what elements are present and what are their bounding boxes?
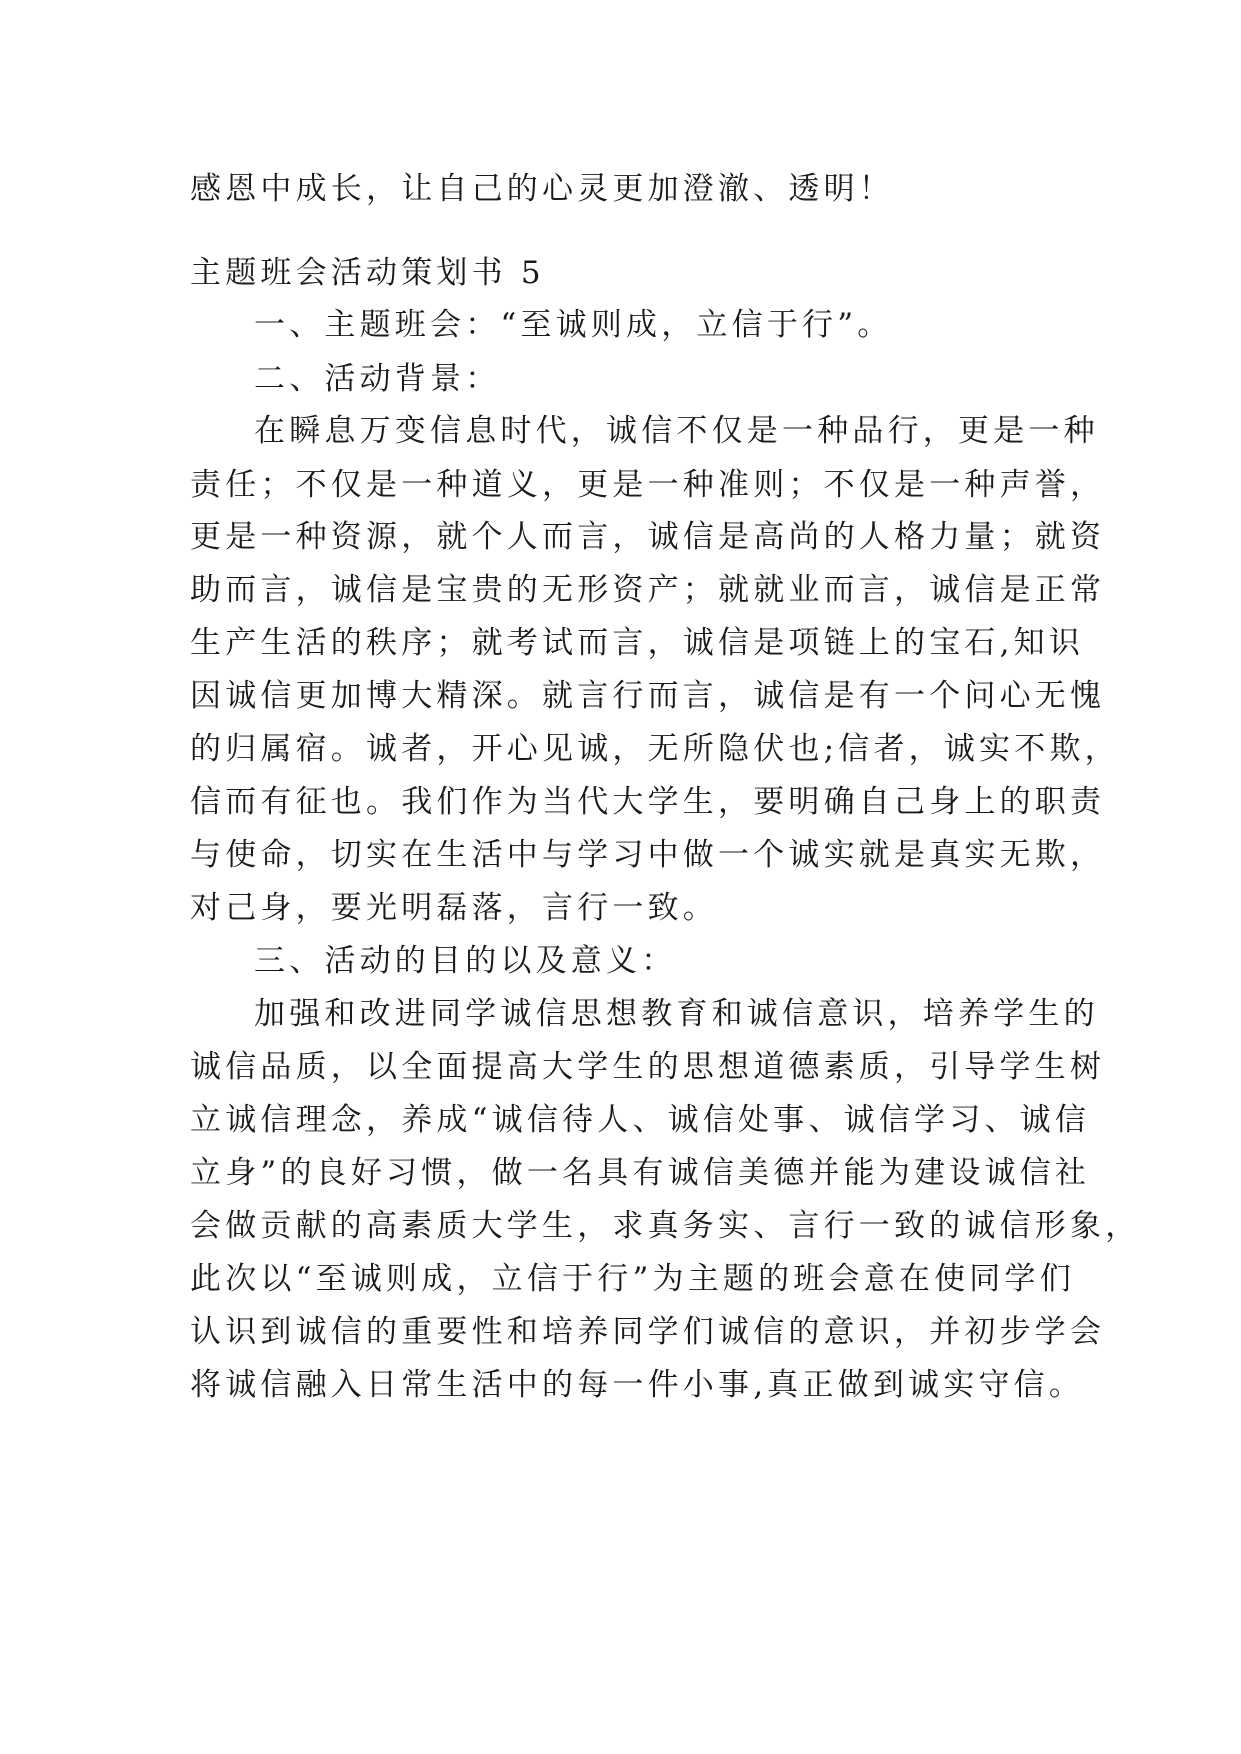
background-paragraph-line: 与使命，切实在生活中与学习中做一个诚实就是真实无欺， [190,837,1106,873]
purpose-paragraph-line: 立诚信理念，养成“诚信待人、诚信处事、诚信学习、诚信 [190,1102,1091,1138]
background-paragraph-line: 更是一种资源，就个人而言，诚信是高尚的人格力量；就资 [190,519,1106,555]
purpose-paragraph-line: 加强和改进同学诚信思想教育和诚信意识，培养学生的 [254,996,1099,1032]
background-paragraph-line: 因诚信更加博大精深。就言行而言，诚信是有一个问心无愧 [190,678,1106,714]
heading-purpose: 三、活动的目的以及意义： [254,943,677,979]
purpose-paragraph-line: 立身”的良好习惯，做一名具有诚信美德并能为建设诚信社 [190,1155,1091,1191]
section-title: 主题班会活动策划书 5 [190,255,545,291]
purpose-paragraph-line: 认识到诚信的重要性和培养同学们诚信的意识，并初步学会 [190,1314,1106,1350]
heading-background: 二、活动背景： [254,361,501,397]
background-paragraph-line: 在瞬息万变信息时代，诚信不仅是一种品行，更是一种 [254,413,1099,449]
purpose-paragraph-line: 此次以“至诚则成，立信于行”为主题的班会意在使同学们 [190,1261,1075,1297]
background-paragraph-line: 责任；不仅是一种道义，更是一种准则；不仅是一种声誉， [190,467,1106,503]
heading-theme: 一、主题班会：“至诚则成，立信于行”。 [254,307,893,343]
background-paragraph-line: 助而言，诚信是宝贵的无形资产；就就业而言，诚信是正常 [190,572,1106,608]
purpose-paragraph-line: 会做贡献的高素质大学生，求真务实、言行一致的诚信形象， [190,1208,1141,1244]
background-paragraph-line: 信而有征也。我们作为当代大学生，要明确自己身上的职责 [190,784,1106,820]
background-paragraph-line: 对己身，要光明磊落，言行一致。 [190,890,718,926]
purpose-paragraph-line: 将诚信融入日常生活中的每一件小事,真正做到诚实守信。 [190,1367,1085,1403]
background-paragraph-line: 生产生活的秩序；就考试而言，诚信是项链上的宝石,知识 [190,625,1085,661]
purpose-paragraph-line: 诚信品质，以全面提高大学生的思想道德素质，引导学生树 [190,1049,1106,1085]
closing-line: 感恩中成长，让自己的心灵更加澄澈、透明！ [190,171,894,207]
background-paragraph-line: 的归属宿。诚者，开心见诚，无所隐伏也;信者，诚实不欺， [190,731,1120,767]
